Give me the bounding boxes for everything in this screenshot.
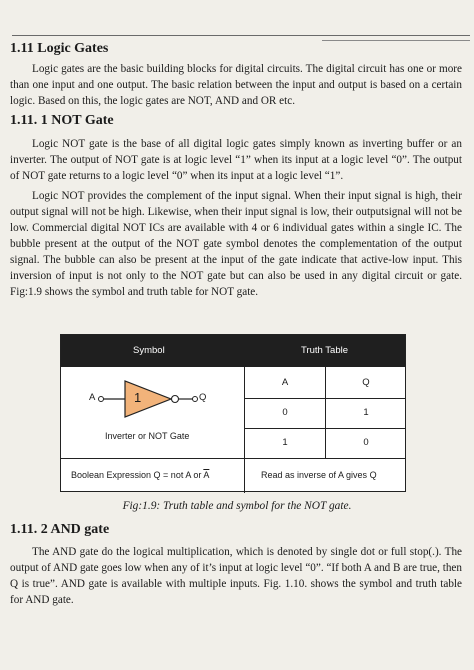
paragraph: Logic gates are the basic building blocks for digital circuits. The digital circuit has one or more than one input and one output. The basic relation between the input and output is based on a certain logic. Based on this, the logic gates are NOT, AND and OR etc. — [10, 63, 462, 107]
truth-cell: 1 — [282, 437, 288, 448]
gate-caption: Inverter or NOT Gate — [105, 431, 190, 441]
section-heading: 1.11 Logic Gates — [10, 41, 109, 56]
truth-table-header: Truth Table — [301, 345, 348, 356]
section-heading: 1.11. 2 AND gate — [10, 522, 110, 537]
figure-caption: Fig:1.9: Truth table and symbol for the NOT gate. — [122, 500, 352, 512]
truth-cell: 0 — [363, 437, 369, 448]
paragraph: Logic NOT gate is the base of all digital logic gates simply known as inverting buffer or an inverter. The output of NOT gate is at logic level “1” when its input at a logic level “0”. The output of NOT gate returns to a logic level “0” when its input at a logic level “1”. — [10, 138, 462, 182]
symbol-header: Symbol — [133, 345, 165, 356]
gate-triangle — [125, 381, 171, 417]
truth-table-rule — [245, 428, 406, 429]
paragraph: The AND gate do the logical multiplication, which is denoted by single dot or full stop(.). The output of AND gate goes low when any of it’s input at logic level “0”. “If both A and B are true, then Q is true”. AND gate is available with multiple inputs. Fig. 1.10. shows the symbol and truth table for AND gate. — [10, 546, 462, 606]
paragraph: Logic NOT provides the complement of the input signal. When their input signal is high, their output signal will not be high. Likewise, when their input signal is low, their outputsignal will not be low. Commercial digital NOT ICs are available with 4 or 6 individual gates within a single IC. The bubble present at the output of the NOT gate symbol denotes the complementation of the output signal. The bubble can also be present at the input of the gate indicate that active-low input. This inversion of input is not only to the NOT gate but can also be used in any digital circuit or gate. Fig:1.9 shows the symbol and truth table for NOT gate. — [10, 190, 462, 298]
section-heading: 1.11. 1 NOT Gate — [10, 113, 114, 128]
inversion-bubble — [172, 396, 179, 403]
not-gate-figure — [60, 334, 406, 492]
header-rule — [12, 35, 470, 36]
figure-header — [61, 335, 405, 367]
input-terminal — [99, 397, 104, 402]
section-logic-gates — [10, 40, 462, 109]
boolean-expression — [71, 470, 209, 480]
gate-number: 1 — [134, 390, 142, 405]
truth-col-a: A — [281, 377, 289, 388]
truth-col-q: Q — [362, 377, 370, 388]
a-bar: $\overline{A}$ — [203, 470, 210, 480]
boolean-expression-text: Boolean Expression Q = not A or — [71, 470, 204, 480]
inverse-note: Read as inverse of A gives Q — [261, 470, 377, 480]
truth-table-rule — [245, 398, 406, 399]
input-label: A — [89, 392, 96, 403]
section-not-gate — [10, 112, 462, 300]
output-label: Q — [199, 392, 207, 403]
section-and-gate — [10, 521, 462, 608]
truth-cell: 1 — [363, 407, 369, 418]
truth-cell: 0 — [282, 407, 288, 418]
bottom-divider — [61, 458, 405, 459]
output-terminal — [193, 397, 198, 402]
